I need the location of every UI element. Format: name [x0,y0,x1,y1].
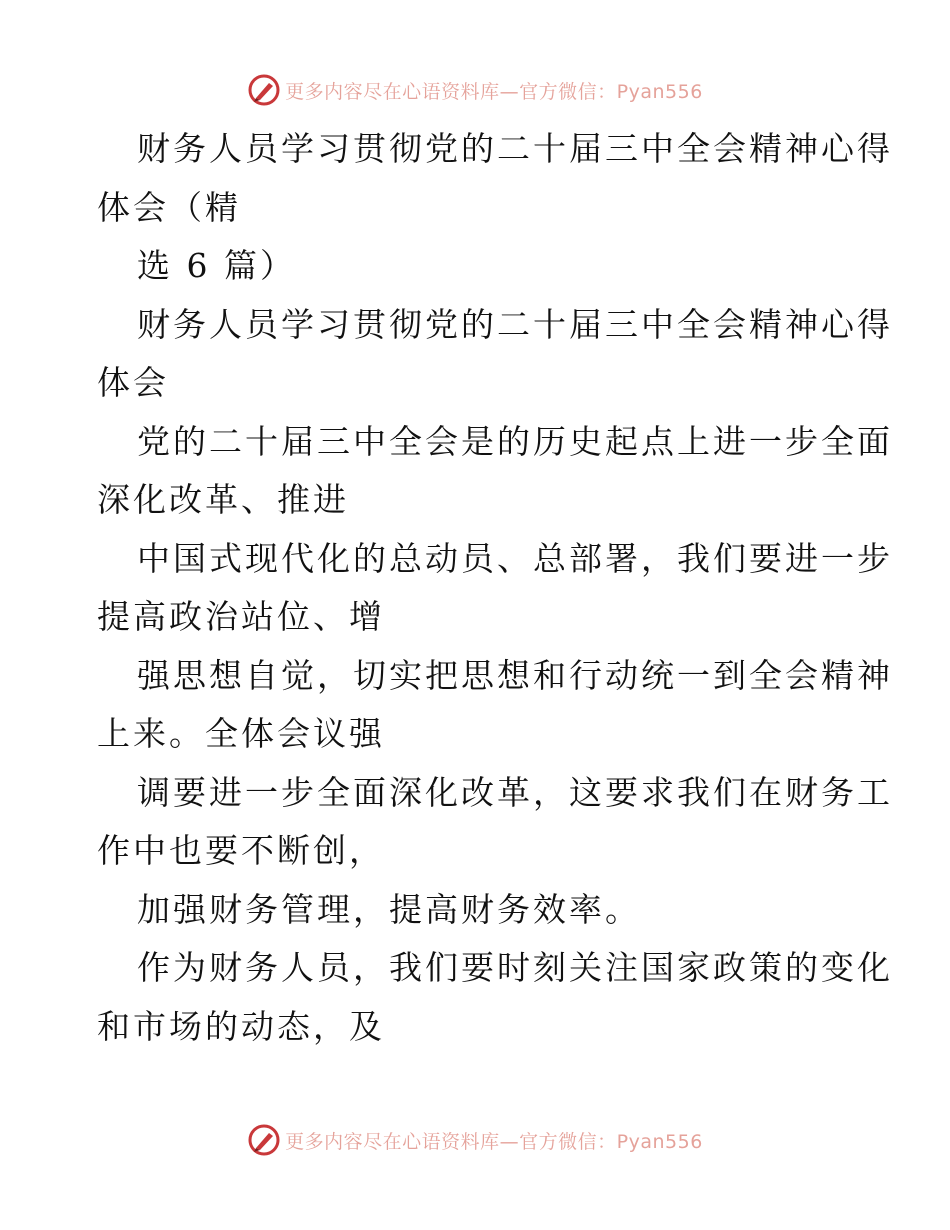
document-body [97,120,893,1056]
text-line: 财务人员学习贯彻党的二十届三中全会精神心得 [137,304,893,344]
text-line: 作为财务人员，我们要时刻关注国家政策的变化 [137,948,893,987]
watermark-text: 更多内容尽在心语资料库—官方微信：Pyan556 [285,1130,703,1153]
text-line: 选 6 篇） [137,246,296,285]
text-line: 体会（精 [97,187,241,227]
pen-seal-icon [247,1123,281,1157]
footer-watermark [0,1120,950,1160]
pen-seal-icon [247,73,281,107]
text-line: 财务人员学习贯彻党的二十届三中全会精神心得 [137,129,893,168]
text-line: 强思想自觉，切实把思想和行动统一到全会精神 [137,655,893,695]
text-line: 加强财务管理，提高财务效率。 [137,889,641,929]
text-line: 调要进一步全面深化改革，这要求我们在财务工 [137,772,893,812]
watermark-text: 更多内容尽在心语资料库—官方微信：Pyan556 [285,80,703,103]
text-line: 和市场的动态，及 [97,1006,385,1046]
text-line: 上来。全体会议强 [97,714,385,753]
text-line: 党的二十届三中全会是的历史起点上进一步全面 [137,421,893,461]
header-watermark [0,70,950,110]
text-line: 中国式现代化的总动员、总部署，我们要进一步 [137,538,893,578]
text-line: 深化改革、推进 [97,480,349,519]
text-line: 体会 [97,363,169,402]
text-line: 提高政治站位、增 [97,597,385,636]
text-line: 作中也要不断创， [97,831,385,870]
